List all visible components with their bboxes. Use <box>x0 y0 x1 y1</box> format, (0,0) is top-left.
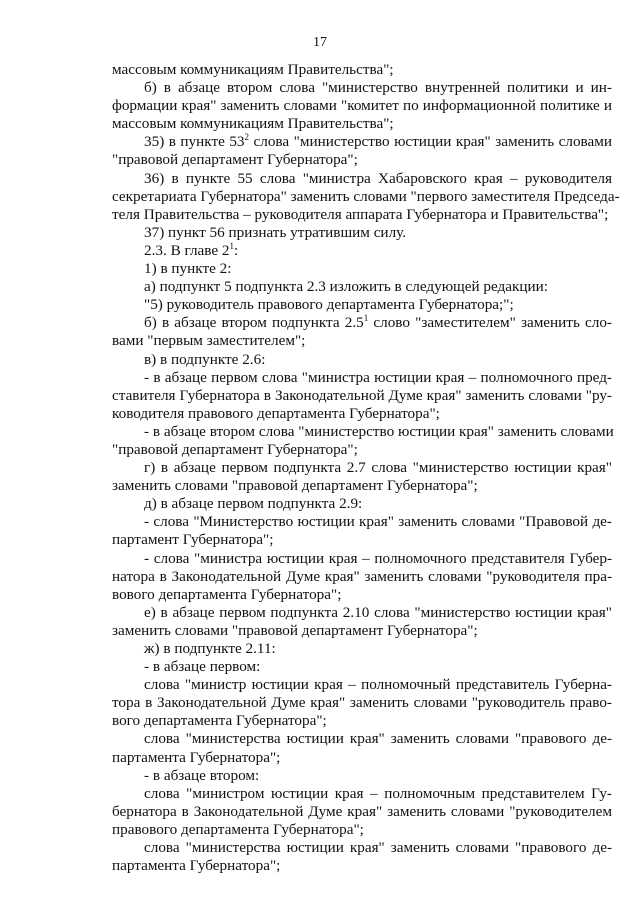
text-line <box>112 314 612 332</box>
line-text: 1) в пункте 2: <box>144 260 232 278</box>
text-line <box>112 296 612 314</box>
text-line <box>112 115 612 133</box>
text-line <box>112 712 612 730</box>
text-line <box>112 495 612 513</box>
line-text: слова "министерства юстиции края" заменить словами "правового де- <box>144 839 612 857</box>
line-text: теля Правительства – руководителя аппарата Губернатора и Правительства"; <box>112 205 609 223</box>
text-line <box>112 749 612 767</box>
line-text: - в абзаце первом слова "министра юстиции края – полномочного пред- <box>144 368 612 386</box>
line-text: "правовой департамент Губернатора"; <box>112 440 358 458</box>
line-text: в) в подпункте 2.6: <box>144 350 266 368</box>
text-line <box>112 694 612 712</box>
line-text: б) в абзаце втором подпункта 2.5 <box>144 314 364 332</box>
text-line <box>112 785 612 803</box>
line-text: слова "министерства юстиции края" заменить словами "правового де- <box>144 730 612 748</box>
line-text: слова "министр юстиции края – полномочный представитель Губерна- <box>144 676 612 694</box>
line-text: партамента Губернатора"; <box>112 748 281 766</box>
line-text-continued: : <box>234 241 239 259</box>
line-text: массовым коммуникациям Правительства"; <box>112 115 394 133</box>
line-text: - в абзаце втором: <box>144 766 260 784</box>
line-text: 36) в пункте 55 слова "министра Хабаровского края – руководителя <box>144 169 612 187</box>
line-text: формации края" заменить словами "комитет по информационной политике и <box>112 97 612 115</box>
text-line <box>112 586 612 604</box>
line-text: "5) руководитель правового департамента Губернатора;"; <box>144 296 514 314</box>
line-text: правового департамента Губернатора"; <box>112 820 364 838</box>
line-text: "правовой департамент Губернатора"; <box>112 151 358 169</box>
line-text: тора в Законодательной Думе края" заменить словами "руководитель право- <box>112 694 612 712</box>
line-text: ж) в подпункте 2.11: <box>144 640 276 657</box>
text-line <box>112 857 612 875</box>
page-number: 17 <box>313 35 327 50</box>
line-text: б) в абзаце втором слова "министерство внутренней политики и ин- <box>144 79 612 97</box>
line-text: вового департамента Губернатора"; <box>112 585 342 603</box>
line-text: массовым коммуникациям Правительства"; <box>112 61 394 78</box>
line-text: вого департамента Губернатора"; <box>112 712 327 730</box>
line-text: 37) пункт 56 признать утратившим силу. <box>144 223 407 241</box>
line-text: - слова "Министерство юстиции края" заменить словами "Правовой де- <box>144 513 612 531</box>
text-line <box>112 260 612 278</box>
text-line <box>112 79 612 97</box>
line-text: секретариата Губернатора" заменить словами "первого заместителя Председа- <box>112 187 620 205</box>
text-line <box>112 803 612 821</box>
line-text: а) подпункт 5 подпункта 2.3 изложить в следующей редакции: <box>144 278 548 296</box>
superscript: 1 <box>229 240 234 251</box>
text-line <box>112 767 612 785</box>
text-line <box>112 568 612 586</box>
text-line <box>112 242 612 260</box>
text-line <box>112 730 612 748</box>
text-line <box>112 332 612 350</box>
text-line <box>112 477 612 495</box>
text-line <box>112 187 620 206</box>
text-line <box>112 459 612 477</box>
text-line <box>112 531 612 549</box>
line-text: партамент Губернатора"; <box>112 531 274 549</box>
text-line <box>112 387 612 405</box>
line-text: - в абзаце первом: <box>144 658 261 676</box>
line-text: заменить словами "правовой департамент Губернатора"; <box>112 621 478 639</box>
line-text: 35) в пункте 53 <box>144 133 245 151</box>
line-text: 2.3. В главе 2 <box>144 241 230 259</box>
text-line <box>112 206 612 224</box>
line-text-continued: слова "министерство юстиции края" заменить словами <box>249 133 612 151</box>
text-line <box>112 351 612 369</box>
line-text: заменить словами "правовой департамент Губернатора"; <box>112 477 478 495</box>
text-line <box>112 405 612 423</box>
text-line <box>112 441 612 459</box>
line-text: вами "первым заместителем"; <box>112 332 306 350</box>
line-text: бернатора в Законодательной Думе края" заменить словами "руководителем <box>112 802 612 820</box>
line-text: - слова "министра юстиции края – полномочного представителя Губер- <box>144 549 612 567</box>
text-line <box>112 676 612 694</box>
text-line <box>112 604 612 622</box>
text-line <box>112 170 612 188</box>
text-line <box>112 369 612 387</box>
text-line <box>112 278 612 296</box>
line-text: - в абзаце втором слова "министерство юстиции края" заменить словами <box>144 422 614 440</box>
text-line <box>112 658 612 676</box>
text-line <box>112 550 612 568</box>
text-line <box>112 97 612 115</box>
line-text: партамента Губернатора"; <box>112 857 281 875</box>
line-text: е) в абзаце первом подпункта 2.10 слова "министерство юстиции края" <box>144 603 612 621</box>
text-line <box>112 640 612 658</box>
line-text: г) в абзаце первом подпункта 2.7 слова "министерство юстиции края" <box>144 459 612 477</box>
superscript: 1 <box>363 313 369 324</box>
text-line <box>112 821 612 839</box>
text-line <box>112 133 612 151</box>
text-line <box>112 622 612 640</box>
superscript: 2 <box>244 132 250 143</box>
text-line <box>112 513 612 531</box>
line-text: ководителя правового департамента Губернатора"; <box>112 404 440 422</box>
line-text-continued: слово "заместителем" заменить сло- <box>368 314 612 332</box>
text-line <box>112 839 612 857</box>
line-text: д) в абзаце первом подпункта 2.9: <box>144 495 363 513</box>
document-body <box>112 61 620 875</box>
line-text: слова "министром юстиции края – полномочным представителем Гу- <box>144 784 612 802</box>
text-line <box>112 151 612 169</box>
text-line <box>112 61 612 79</box>
text-line <box>112 224 612 242</box>
text-line <box>112 423 612 441</box>
line-text: ставителя Губернатора в Законодательной Думе края" заменить словами "ру- <box>112 386 612 404</box>
line-text: натора в Законодательной Думе края" заменить словами "руководителя пра- <box>112 567 612 585</box>
